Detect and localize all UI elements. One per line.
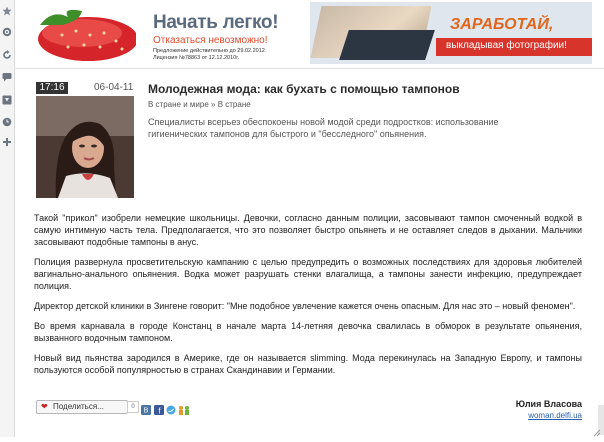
breadcrumb-separator: » [211, 100, 216, 109]
banner-note-line: Лицензия №78863 от 12.12.2010г. [153, 55, 240, 61]
resize-handle-icon[interactable] [593, 424, 601, 432]
article-date: 06-04-11 [94, 82, 134, 93]
banner-title: ЗАРАБОТАЙ, [450, 16, 554, 33]
banner-legal-note [153, 48, 265, 62]
article-paragraph: Директор детской клиники в Зингене говорит: "Мне подобное увлечение кажется очень опасным. Для нас это – новый феномен". [34, 301, 576, 311]
article-paragraph: Новый вид пьянства зародился в Америке, где он называется slimming. Мода перекинулась на Западную Европу, и тампоны пользуются особой популярностью в странах Скандинавии и Германии. [34, 353, 582, 375]
chat-icon[interactable] [2, 72, 12, 82]
share-label: Поделиться... [53, 402, 104, 411]
banner-subtitle: выкладывая фотографии! [446, 40, 567, 51]
banner-note-line: Предложение действительно до 29.02.2012 [153, 48, 265, 54]
banner-subtitle: Отказаться невозможно! [153, 35, 268, 46]
article-author: Юлия Власова [515, 399, 582, 409]
strawberry-image [32, 5, 136, 63]
article-body [34, 212, 582, 384]
breadcrumb-link[interactable]: В стране и мире [148, 100, 209, 109]
article-source-link[interactable]: woman.delfi.ua [528, 411, 582, 420]
banner-title: Начать легко! [153, 12, 279, 33]
facebook-icon[interactable] [154, 402, 164, 415]
article-paragraph: Во время карнавала в городе Констанц в начале марта 14-летняя девочка свалилась в обморок в результате опьянения, вызванного водочным тампоном. [34, 321, 582, 343]
ad-banner-photos[interactable] [310, 2, 592, 64]
refresh-icon[interactable] [2, 50, 12, 60]
browser-sidebar-toolbar [0, 0, 15, 437]
laptop-image [339, 30, 435, 60]
share-button[interactable] [36, 400, 128, 414]
ad-banner-loans[interactable] [30, 2, 290, 64]
people-icon[interactable] [178, 402, 190, 412]
download-icon[interactable] [2, 95, 12, 105]
article-title: Молодежная мода: как бухать с помощью тампонов [148, 82, 460, 96]
clock-icon[interactable] [2, 117, 12, 127]
star-icon[interactable] [2, 6, 12, 16]
article-meta [34, 82, 134, 96]
article-photo[interactable] [36, 96, 134, 198]
ad-banner-area [14, 0, 604, 69]
breadcrumb [148, 100, 251, 109]
article-time: 17:16 [36, 82, 68, 94]
svg-text:f: f [158, 406, 161, 415]
article-paragraph: Полиция развернула просветительскую кампанию с целью предупредить о возможных последствиях для здоровья любителей вагинально-анального опьянения. Водка может разрушать стенки влагалища, а тампоны занести инфекцию, предупреждает полиция. [34, 257, 582, 291]
share-count: 0 [127, 401, 139, 413]
plus-icon[interactable] [2, 137, 12, 147]
twitter-icon[interactable] [166, 402, 176, 412]
gear-icon[interactable] [2, 27, 12, 37]
breadcrumb-link[interactable]: В стране [217, 100, 251, 109]
article-lead: Специалисты всерьез обеспокоены новой модой среди подростков: использование гигиенических тампонов для быстрого и "бесследного" опьянения. [148, 117, 499, 139]
svg-text:B: B [143, 407, 149, 415]
article-paragraph: Такой "прикол" изобрели немецкие школьницы. Девочки, согласно данным полиции, засовывают тампон смоченный водкой в самую интимную часть тела. Предполагается, что это позволяет быстро опьянеть и не оставляет следов в дыхании. Мальчики засовывают подобные тампоны в анус. [34, 213, 582, 247]
heart-icon: ❤ [41, 402, 48, 411]
vkontakte-icon[interactable] [141, 402, 151, 415]
